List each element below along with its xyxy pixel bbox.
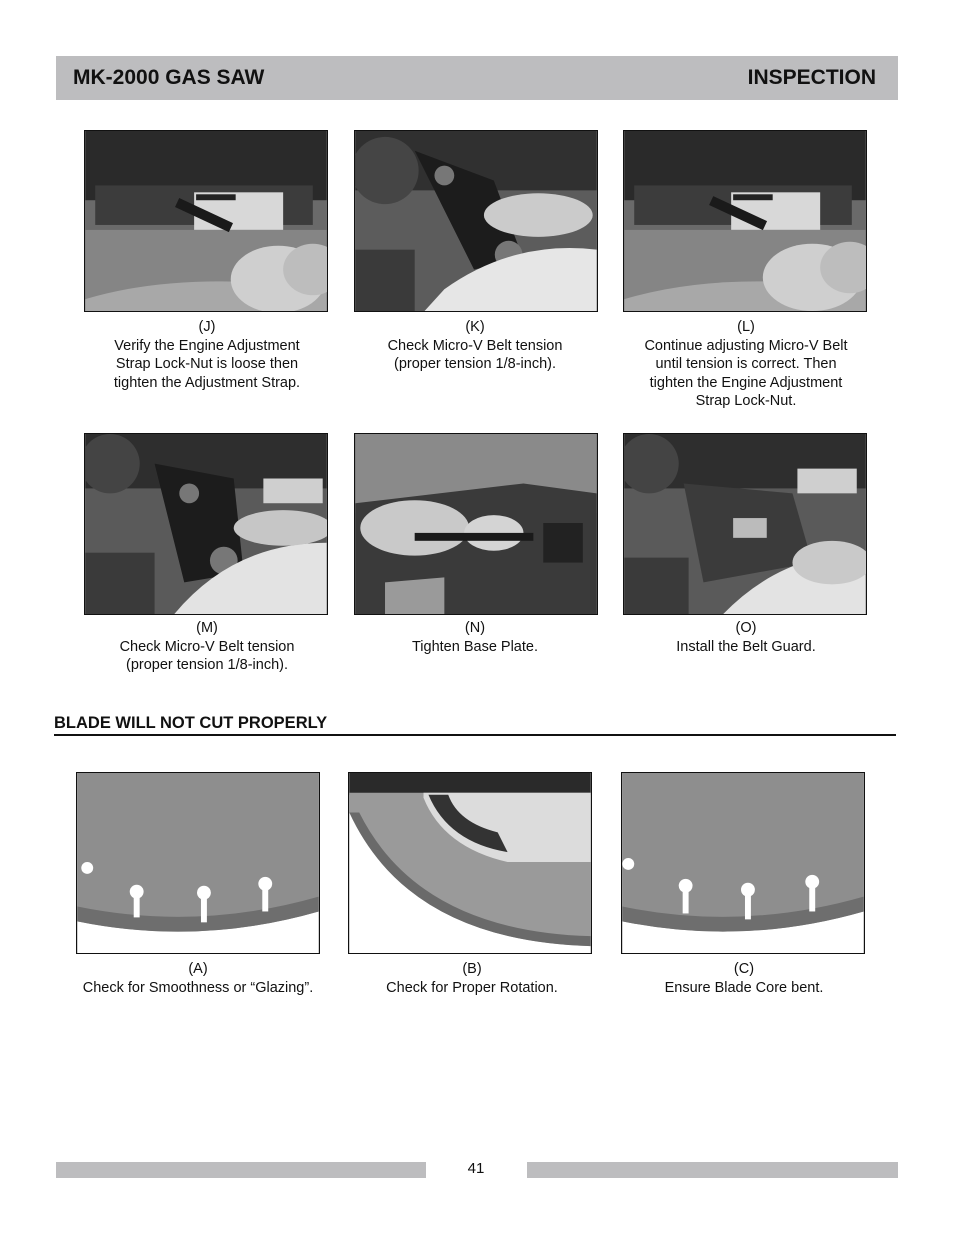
photo-k-belt-tension xyxy=(354,130,598,312)
header-right-title: INSPECTION xyxy=(747,66,876,89)
page-header xyxy=(56,56,898,100)
caption-o-label: (O) xyxy=(735,620,757,636)
caption-l-line-3: tighten the Engine Adjustment xyxy=(649,374,843,391)
photo-j-engine-strap xyxy=(84,130,328,312)
caption-c-line-1: Ensure Blade Core bent. xyxy=(664,979,824,996)
caption-l-line-2: until tension is correct. Then xyxy=(655,356,837,372)
caption-b xyxy=(342,960,602,997)
caption-c xyxy=(614,960,874,997)
caption-j xyxy=(77,318,337,392)
footer-bar-left xyxy=(56,1162,426,1178)
photo-l-adjust-belt xyxy=(623,130,867,312)
photo-b-blade-rotation xyxy=(348,772,592,954)
caption-j-line-3: tighten the Adjustment Strap. xyxy=(113,374,301,391)
caption-c-label: (C) xyxy=(733,961,755,977)
caption-a-label: (A) xyxy=(188,961,208,977)
caption-o xyxy=(616,619,876,656)
caption-m xyxy=(77,619,337,675)
caption-m-label: (M) xyxy=(196,620,218,636)
caption-m-line-1: Check Micro-V Belt tension xyxy=(119,638,295,655)
caption-l-line-4: Strap Lock-Nut. xyxy=(695,393,797,409)
caption-k-label: (K) xyxy=(465,319,485,335)
caption-m-line-2: (proper tension 1/8-inch). xyxy=(126,657,288,673)
caption-l-label: (L) xyxy=(737,319,755,335)
page-number: 41 xyxy=(467,1160,485,1177)
section-title: BLADE WILL NOT CUT PROPERLY xyxy=(54,714,328,732)
caption-j-line-1: Verify the Engine Adjustment xyxy=(114,337,300,354)
section-divider xyxy=(54,734,896,736)
header-left-title: MK-2000 GAS SAW xyxy=(73,66,265,89)
footer-bar-right xyxy=(527,1162,898,1178)
caption-a-line-1: Check for Smoothness or “Glazing”. xyxy=(82,979,314,996)
caption-a xyxy=(68,960,328,997)
caption-j-label: (J) xyxy=(198,319,216,335)
caption-j-line-2: Strap Lock-Nut is loose then xyxy=(115,356,299,372)
caption-n xyxy=(345,619,605,656)
photo-n-base-plate xyxy=(354,433,598,615)
caption-l xyxy=(616,318,876,411)
caption-n-label: (N) xyxy=(464,620,486,636)
caption-b-label: (B) xyxy=(462,961,482,977)
caption-k xyxy=(345,318,605,374)
photo-m-belt-tension xyxy=(84,433,328,615)
caption-l-line-1: Continue adjusting Micro-V Belt xyxy=(644,337,848,354)
caption-n-line-1: Tighten Base Plate. xyxy=(411,638,538,655)
caption-b-line-1: Check for Proper Rotation. xyxy=(386,979,558,996)
caption-o-line-1: Install the Belt Guard. xyxy=(676,638,816,655)
caption-k-line-1: Check Micro-V Belt tension xyxy=(387,337,563,354)
photo-o-belt-guard xyxy=(623,433,867,615)
photo-c-blade-core xyxy=(621,772,865,954)
caption-k-line-2: (proper tension 1/8-inch). xyxy=(394,356,556,372)
photo-a-blade-glazing xyxy=(76,772,320,954)
